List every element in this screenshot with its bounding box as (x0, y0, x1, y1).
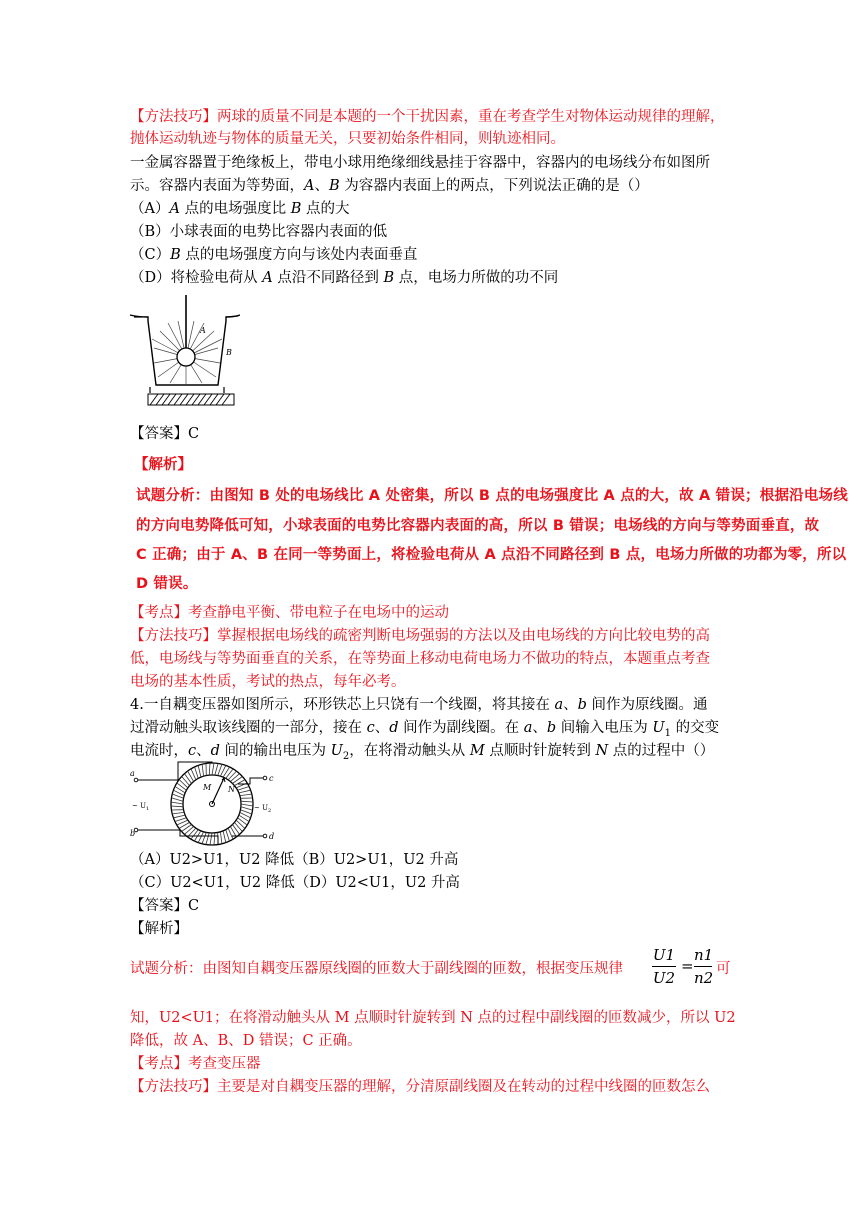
fig-label-d-terminal: d (269, 832, 275, 841)
tip-line-2: 抛体运动轨迹与物体的质量无关，只要初始条件相同，则轨迹相同。 (130, 131, 565, 147)
coil-turn (177, 783, 187, 790)
coil-turn (171, 798, 183, 801)
q4-options-line-1: （A）U2>U1，U2 降低（B）U2>U1，U2 升高 (130, 852, 459, 868)
coil-turn (173, 815, 185, 818)
coil-turn (172, 812, 184, 814)
fraction-n1-n2: n1 n2 (694, 946, 714, 987)
q4-analysis-title: 【解析】 (130, 921, 188, 937)
coil-turn (185, 774, 192, 784)
q3-analysis-line-3: C 正确；由于 A、B 在同一等势面上，将检验电荷从 A 点沿不同路径到 B 点，电场力所做的功都为零，所以 (136, 547, 847, 563)
coil-turn (182, 776, 190, 785)
coil-turn (236, 820, 245, 828)
q4-keypoint: 【考点】考查变压器 (130, 1056, 261, 1072)
coil-turn (214, 833, 215, 845)
q3-option-a: （A）A 点的电场强度比 B 点的大 (130, 201, 350, 217)
coil-turn (239, 790, 251, 793)
coil-turn (215, 763, 218, 775)
q3-option-c: （C）B 点的电场强度方向与该处内表面垂直 (130, 247, 418, 263)
coil-turn (175, 818, 187, 822)
coil-turn (212, 763, 214, 775)
q4-answer: 【答案】C (130, 898, 200, 914)
coil-turn (234, 822, 242, 831)
q3-answer: 【答案】C (130, 426, 200, 442)
coil-turn (233, 777, 243, 784)
q4-stem-line-2: 过滑动触头取该线圈的一部分，接在 c、d 间作为副线圈。在 a、b 间输入电压为 $U_1$ 的交变 (130, 720, 720, 739)
q3-analysis-line-4: D 错误。 (136, 576, 198, 592)
coil-turn (226, 769, 233, 779)
fig-label-a: A (200, 326, 206, 335)
coil-turn (195, 767, 199, 779)
fig-label-b: B (226, 348, 232, 357)
coil-turn (210, 833, 212, 845)
fig-label-b-terminal: b (130, 829, 136, 838)
fig-label-m: M (203, 783, 212, 792)
fraction-u1-u2: U1 U2 (652, 946, 676, 987)
q3-keypoint: 【考点】考查静电平衡、带电粒子在电场中的运动 (130, 605, 449, 621)
coil-turn (198, 765, 201, 777)
q4-stem-line-1: 4.一自耦变压器如图所示，环形铁芯上只饶有一个线圈，将其接在 a、b 间作为原线圈。通 (130, 697, 708, 713)
coil-turn (171, 806, 183, 807)
coil-turn (191, 830, 198, 840)
fig-label-c-terminal: c (269, 774, 274, 783)
tip-line-1: 【方法技巧】两球的质量不同是本题的一个干扰因素，重在考查学生对物体运动规律的理解， (130, 109, 725, 125)
coil-turn (241, 801, 253, 802)
coil-turn (241, 807, 253, 810)
q3-stem-line-2: 示。容器内表面为等势面，A、B 为容器内表面上的两点，下列说法正确的是（） (130, 178, 649, 194)
coil-turn (238, 787, 250, 791)
q4-analysis-line-1-end: 可 (716, 961, 731, 977)
container-figure (128, 293, 240, 409)
q3-option-d: （D）将检验电荷从 A 点沿不同路径到 B 点，电场力所做的功不同 (130, 270, 559, 286)
fig-label-n: N (228, 785, 235, 794)
coil-turn (179, 780, 188, 788)
coil-turn (238, 818, 248, 825)
q3-tip-line-3: 电场的基本性质，考试的热点，每年必考。 (130, 674, 406, 690)
q4-options-line-2: （C）U2<U1，U2 降低（D）U2<U1，U2 升高 (130, 875, 460, 891)
q3-tip-line-2: 低，电场线与等势面垂直的关系，在等势面上移动电荷电场力不做功的特点，本题重点考查 (130, 651, 710, 667)
q4-tip-line-1: 【方法技巧】主要是对自耦变压器的理解，分清原副线圈及在转动的过程中线圈的匝数怎么 (130, 1079, 710, 1095)
q3-analysis-line-2: 的方向电势降低可知，小球表面的电势比容器内表面的高，所以 B 错误；电场线的方向与等势面垂直，故 (136, 518, 820, 534)
coil-turn (171, 802, 183, 804)
equals-sign: = (681, 957, 694, 975)
q3-tip-line-1: 【方法技巧】掌握根据电场线的疏密判断电场强弱的方法以及由电场线的方向比较电势的高 (130, 628, 710, 644)
transformer-figure (128, 756, 280, 848)
coil-turn (223, 831, 226, 843)
coil-turn (182, 825, 192, 832)
coil-turn (202, 764, 204, 776)
q3-analysis-title: 【解析】 (134, 456, 192, 473)
coil-turn (241, 804, 253, 806)
coil-turn (220, 832, 222, 844)
fig-label-u1: ~ $U_1$ (132, 802, 150, 812)
coil-turn (206, 833, 209, 845)
coil-turn (209, 763, 210, 775)
q3-stem-line-1: 一金属容器置于绝缘板上，带电小球用绝缘细线悬挂于容器中，容器内的电场线分布如图所 (130, 155, 710, 171)
q4-analysis-line-1: 试题分析：由图知自耦变压器原线圈的匝数大于副线圈的匝数，根据变压规律 (130, 961, 623, 977)
coil-turn (240, 794, 252, 796)
q3-analysis-line-1: 试题分析：由图知 B 处的电场线比 A 处密集，所以 B 点的电场强度比 A 点的大，故 A 错误；根据沿电场线 (136, 488, 848, 504)
coil-turn (233, 825, 240, 835)
q3-option-b: （B）小球表面的电势比容器内表面的低 (130, 224, 388, 240)
coil-turn (226, 830, 230, 842)
q4-analysis-line-2: 知，U2<U1；在将滑动触头从 M 点顺时针旋转到 N 点的过程中副线圈的匝数减少，所以 U2 (130, 1010, 736, 1026)
q4-analysis-line-3: 降低，故 A、B、D 错误；C 正确。 (130, 1033, 362, 1049)
coil-turn (184, 826, 193, 834)
q4-stem-line-3: 电流时，c、d 间的输出电压为 $U_2$，在将滑动触头从 M 点顺时针旋转到 N 点的过程中（） (130, 743, 715, 762)
coil-turn (230, 774, 239, 782)
coil-turn (228, 771, 236, 780)
fig-label-a-terminal: a (130, 769, 135, 778)
tip-label: 【方法技巧】 (130, 109, 217, 125)
fig-label-u2: ~ $U_2$ (254, 804, 272, 814)
